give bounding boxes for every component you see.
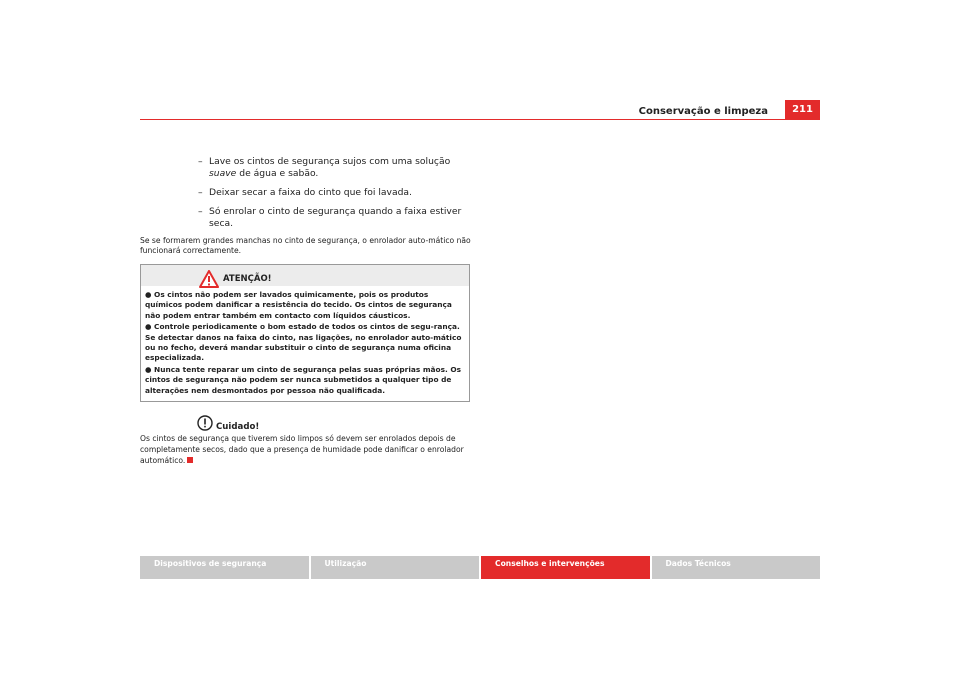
caution-paragraph (140, 434, 470, 466)
exclamation-circle-icon (197, 415, 213, 431)
footer-tab-dados-tecnicos[interactable]: Dados Técnicos (652, 556, 821, 579)
dash-marker: – (198, 156, 203, 167)
warning-box (140, 264, 470, 402)
warning-item-text: Nunca tente reparar um cinto de segurança pelas suas próprias mãos. Os cintos de segurança não podem ser nunca submetidos a qualquer tipo de alterações nem desmontados por pessoa não qualificada. (145, 364, 462, 395)
note-paragraph: Se se formarem grandes manchas no cinto de segurança, o enrolador auto-mático não funcionará correctamente. (140, 236, 471, 255)
warning-title: ATENÇÃO! (223, 274, 272, 284)
bullet-dot-icon: ● (145, 322, 152, 332)
warning-item (145, 322, 467, 364)
page-number: 211 (785, 100, 820, 119)
warning-item-text: Controle periodicamente o bom estado de todos os cintos de segu-rança. Se detectar danos na faixa do cinto, nas ligações, no enrolador auto-mático ou no fecho, deverá mandar substituir o cinto de segurança numa oficina especializada. (145, 322, 462, 363)
bullet-dot-icon: ● (145, 364, 152, 374)
footer-tab-conselhos[interactable]: Conselhos e intervenções (481, 556, 650, 579)
instruction-list (198, 156, 478, 237)
instruction-text: Deixar secar a faixa do cinto que foi lavada. (209, 187, 412, 198)
warning-list (145, 290, 467, 397)
end-of-section-marker (187, 457, 193, 463)
header-rule (140, 119, 820, 120)
warning-item-text: Os cintos não podem ser lavados quimicamente, pois os produtos químicos podem danificar a resistência do tecido. Os cintos de segurança não podem entrar também em contacto com líquidos cáusticos. (145, 290, 452, 320)
bullet-dot-icon: ● (145, 290, 152, 299)
instruction-item (198, 187, 478, 199)
caution-text: Os cintos de segurança que tiverem sido limpos só devem ser enrolados depois de completamente secos, dado que a presença de humidade pode danificar o enrolador automático. (140, 434, 464, 465)
footer-tab-dispositivos[interactable]: Dispositivos de segurança (140, 556, 309, 579)
instruction-item (198, 156, 478, 180)
footer-tab-utilizacao[interactable]: Utilização (311, 556, 480, 579)
instruction-text-start: Lave os cintos de segurança sujos com uma solução (209, 156, 451, 167)
instruction-text-end: de água e sabão. (236, 168, 319, 179)
dash-marker: – (198, 206, 203, 217)
section-title: Conservação e limpeza (638, 106, 768, 117)
warning-item (145, 365, 467, 396)
instruction-emphasis: suave (209, 168, 237, 179)
warning-header (141, 265, 469, 286)
dash-marker: – (198, 187, 203, 198)
warning-item (145, 290, 467, 321)
footer-nav (140, 556, 820, 579)
warning-triangle-icon (199, 270, 219, 288)
instruction-item (198, 206, 478, 230)
instruction-text: Só enrolar o cinto de segurança quando a faixa estiver seca. (209, 206, 462, 229)
caution-title: Cuidado! (216, 422, 260, 432)
